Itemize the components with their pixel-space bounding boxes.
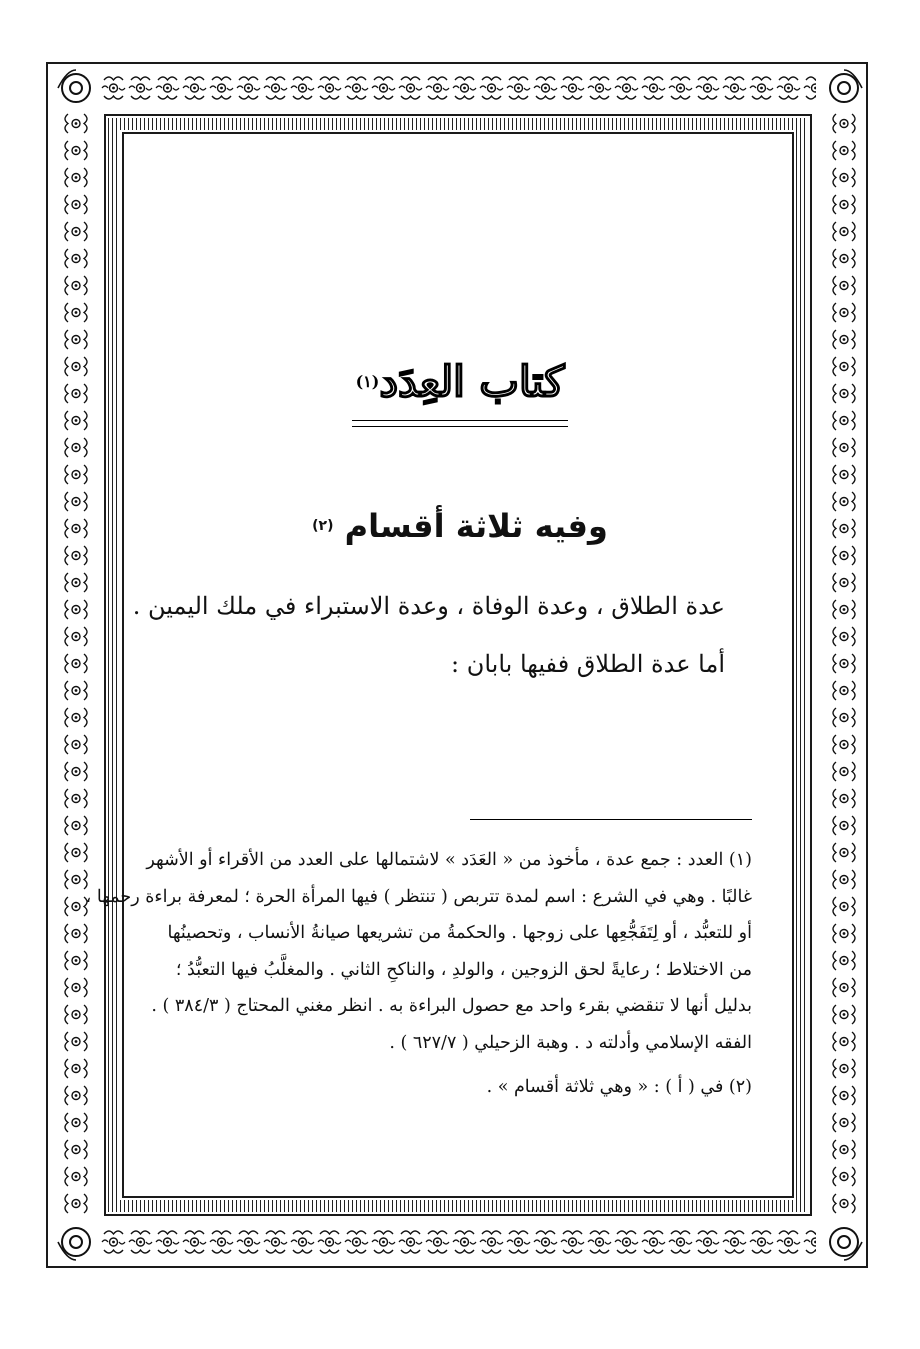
ornament-pattern-left bbox=[56, 110, 96, 1220]
book-title-footnote-ref: (١) bbox=[355, 372, 380, 391]
footnote-1 bbox=[85, 842, 752, 1061]
corner-ornament-bottom-left bbox=[54, 1220, 98, 1264]
section-heading-footnote-ref: (٢) bbox=[312, 518, 334, 534]
body-paragraph: أما عدة الطلاق ففيها بابان : bbox=[450, 650, 725, 678]
ornament-pattern-right bbox=[824, 110, 864, 1220]
footnote-gap bbox=[176, 1061, 752, 1069]
footnote-2 bbox=[176, 1069, 752, 1106]
ornament-band-right bbox=[824, 110, 864, 1220]
corner-ornament-top-left bbox=[54, 66, 98, 110]
ornament-band-top bbox=[100, 68, 816, 108]
title-underline-1 bbox=[352, 420, 568, 421]
book-title bbox=[300, 352, 620, 412]
ornament-pattern-top bbox=[100, 68, 816, 108]
footnote-line: (٢) في ( أ ) : « وهي ثلاثة أقسام » . bbox=[486, 1077, 752, 1097]
footnote-separator bbox=[470, 819, 752, 820]
footnotes bbox=[85, 842, 752, 1106]
body-paragraph: عدة الطلاق ، وعدة الوفاة ، وعدة الاستبراء في ملك اليمين . bbox=[132, 592, 725, 620]
footnote-line: غالبًا . وهي في الشرع : اسم لمدة تتربص ( تنتظر ) فيها المرأة الحرة ؛ لمعرفة براءة رحمها ، bbox=[85, 886, 752, 907]
footnote-line: الفقه الإسلامي وأدلته د . وهبة الزحيلي ( ٦٢٧/٧ ) . bbox=[389, 1032, 752, 1053]
title-underline-2 bbox=[352, 426, 568, 427]
ornament-pattern-bottom bbox=[100, 1222, 816, 1262]
book-title-text: كتاب العِدَد bbox=[379, 357, 565, 406]
section-heading-text: وفيه ثلاثة أقسام bbox=[344, 507, 608, 545]
footnote-line: بدليل أنها لا تنقضي بقرء واحد مع حصول البراءة به . انظر مغني المحتاج ( ٣٨٤/٣ ) . bbox=[151, 996, 752, 1016]
corner-ornament-top-right bbox=[822, 66, 866, 110]
footnote-line: أو للتعبُّد ، أو لِتَفَجُّعِها على زوجها . والحكمةُ من تشريعها صيانةُ الأنساب ، وتحصينُها bbox=[167, 923, 752, 943]
footnote-line: من الاختلاط ؛ رعايةً لحق الزوجين ، والولدِ ، والناكحِ الثاني . والمغلَّبُ فيها التعبُّدُ ؛ bbox=[175, 959, 752, 980]
corner-ornament-bottom-right bbox=[822, 1220, 866, 1264]
ornament-band-left bbox=[56, 110, 96, 1220]
footnote-line: (١) العدد : جمع عدة ، مأخوذ من « العَدَد » لاشتمالها على العدد من الأقراء أو الأشهر bbox=[146, 850, 752, 870]
section-heading bbox=[300, 502, 620, 550]
ornament-band-bottom bbox=[100, 1222, 816, 1262]
